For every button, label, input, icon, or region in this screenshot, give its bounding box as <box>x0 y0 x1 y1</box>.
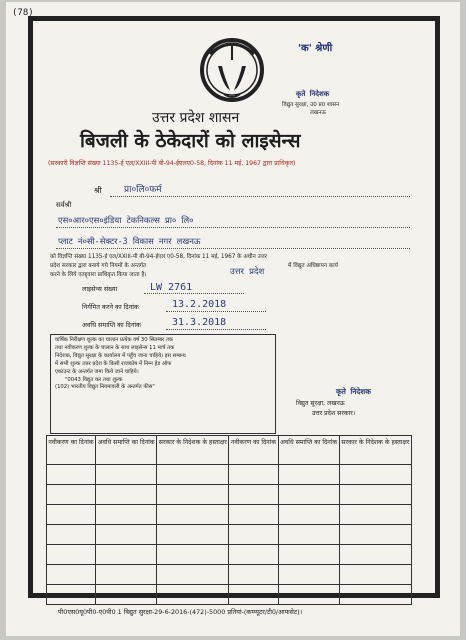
firm-name: एस०आर०एस०इंडिया टेकनिकल्स प्रा० लि० <box>58 215 194 225</box>
notice-head: (102) भारतीय विद्युत नियमावली के अन्तर्गत फीस" <box>55 384 155 391</box>
notice-line: में सभी शुल्क उत्तर प्रदेश के किसी राजकोष में निम्न हेड ऑफ <box>55 360 172 367</box>
issue-date-label: निर्गमित करने का दिनांक <box>82 303 139 311</box>
sarvashri-label: सर्वश्री <box>56 201 72 209</box>
notice-head: "0043 विद्युत कर तथा शुल्क <box>65 376 123 383</box>
shri-label: श्री <box>94 186 102 195</box>
col-header: अवधि समाप्ति का दिनांक <box>96 436 157 465</box>
table-row <box>47 525 412 545</box>
director-title: कृते निदेशक <box>296 90 330 98</box>
col-header: सरकार के निदेशक के हस्ताक्षर <box>339 436 411 465</box>
expiry-value: 31.3.2018 <box>172 317 227 328</box>
notice-line: निदेशक, विद्युत सुरक्षा के कार्यालय में पहुँच जाना चाहिये। इस सम्बन्ध <box>55 352 186 359</box>
col-header: अवधि समाप्ति का दिनांक <box>278 436 339 465</box>
body-text-1: को विज्ञप्ति संख्या 1135-ई एल/XXIII-पी बी-94-ईएल ए0-58, दिनांक 11 मई, 1967 के अधीन उत्तर <box>50 254 267 260</box>
expiry-label: अवधि समाप्ति का दिनांक <box>82 321 141 329</box>
region-value: उत्तर प्रदेश <box>230 267 265 277</box>
table-row <box>47 465 412 485</box>
license-no-label: लाइसेन्स संख्या <box>82 285 118 293</box>
notice-line: एकाउन्ट के अन्तर्गत जमा किये जाने चाहिये। <box>55 368 139 375</box>
series-label: 'क' श्रेणी <box>298 43 333 54</box>
corner-mark: (78) <box>12 8 34 18</box>
director-line2: विद्युत सुरक्षा, उ0 प्र0 शासन <box>282 102 340 108</box>
table-row <box>47 545 412 565</box>
director-line3: लखनऊ <box>310 110 326 116</box>
signature-line3: उत्तर प्रदेश सरकार। <box>312 410 356 417</box>
fee-notice-box <box>50 334 276 434</box>
gazette-line: (सरकारी विज्ञप्ति संख्या 1135-ई एल/XXIII-पी बी-94-ईएलए0-58, दिनांक 11 मई, 1967 द्वारा प्राधिकृत) <box>48 160 296 167</box>
body-text-2b: में विद्युत अधिष्ठापन कार्य <box>288 263 338 269</box>
table-row <box>47 585 412 605</box>
renewal-table <box>46 435 412 605</box>
up-emblem-icon <box>194 32 270 104</box>
table-row <box>47 505 412 525</box>
shri-value: प्रा०लि०फर्म <box>124 185 162 195</box>
col-header: सरकार के निदेशक के हस्ताक्षर <box>157 436 229 465</box>
license-sheet <box>6 2 460 636</box>
col-header: नवीकरण का दिनांक <box>47 436 96 465</box>
body-text-2: प्रदेश सरकार द्वारा बनाये गये नियमों के अन्तर्गत <box>50 263 147 269</box>
col-header: नवीकरण का दिनांक <box>229 436 278 465</box>
signature-title: कृते निदेशक <box>336 387 371 396</box>
notice-line: वार्षिक निरीक्षण शुल्क का चालान प्रत्येक वर्ष 30 सितम्बर तक <box>55 337 173 343</box>
main-title: बिजली के ठेकेदारों को लाइसेन्स <box>80 130 301 152</box>
license-no-value: LW 2761 <box>150 282 193 293</box>
state-title: उत्तर प्रदेश शासन <box>152 110 240 126</box>
firm-address: प्लाट नं०सी-सेक्टर-3 विकास नगर लखनऊ <box>58 236 201 246</box>
notice-line: तथा नवीकरण शुल्क के चालान के साथ लाइसेन्स 11 मार्च तक <box>55 344 175 351</box>
table-row <box>47 565 412 585</box>
print-footer: पी0एस0यू0पी0-ए0पी0 1 विद्युत सुरक्षा-29-6-2016-(472)-5000 प्रतियां-(कम्प्यूटर/टी0/आफसेट)। <box>58 608 302 616</box>
body-text-3: करने के लिये एतद्द्वारा प्राधिकृत किया जाता है। <box>50 272 147 278</box>
issue-date-value: 13.2.2018 <box>172 299 227 310</box>
signature-line2: विद्युत सुरक्षा, लखनऊ <box>296 400 345 407</box>
table-row <box>47 485 412 505</box>
